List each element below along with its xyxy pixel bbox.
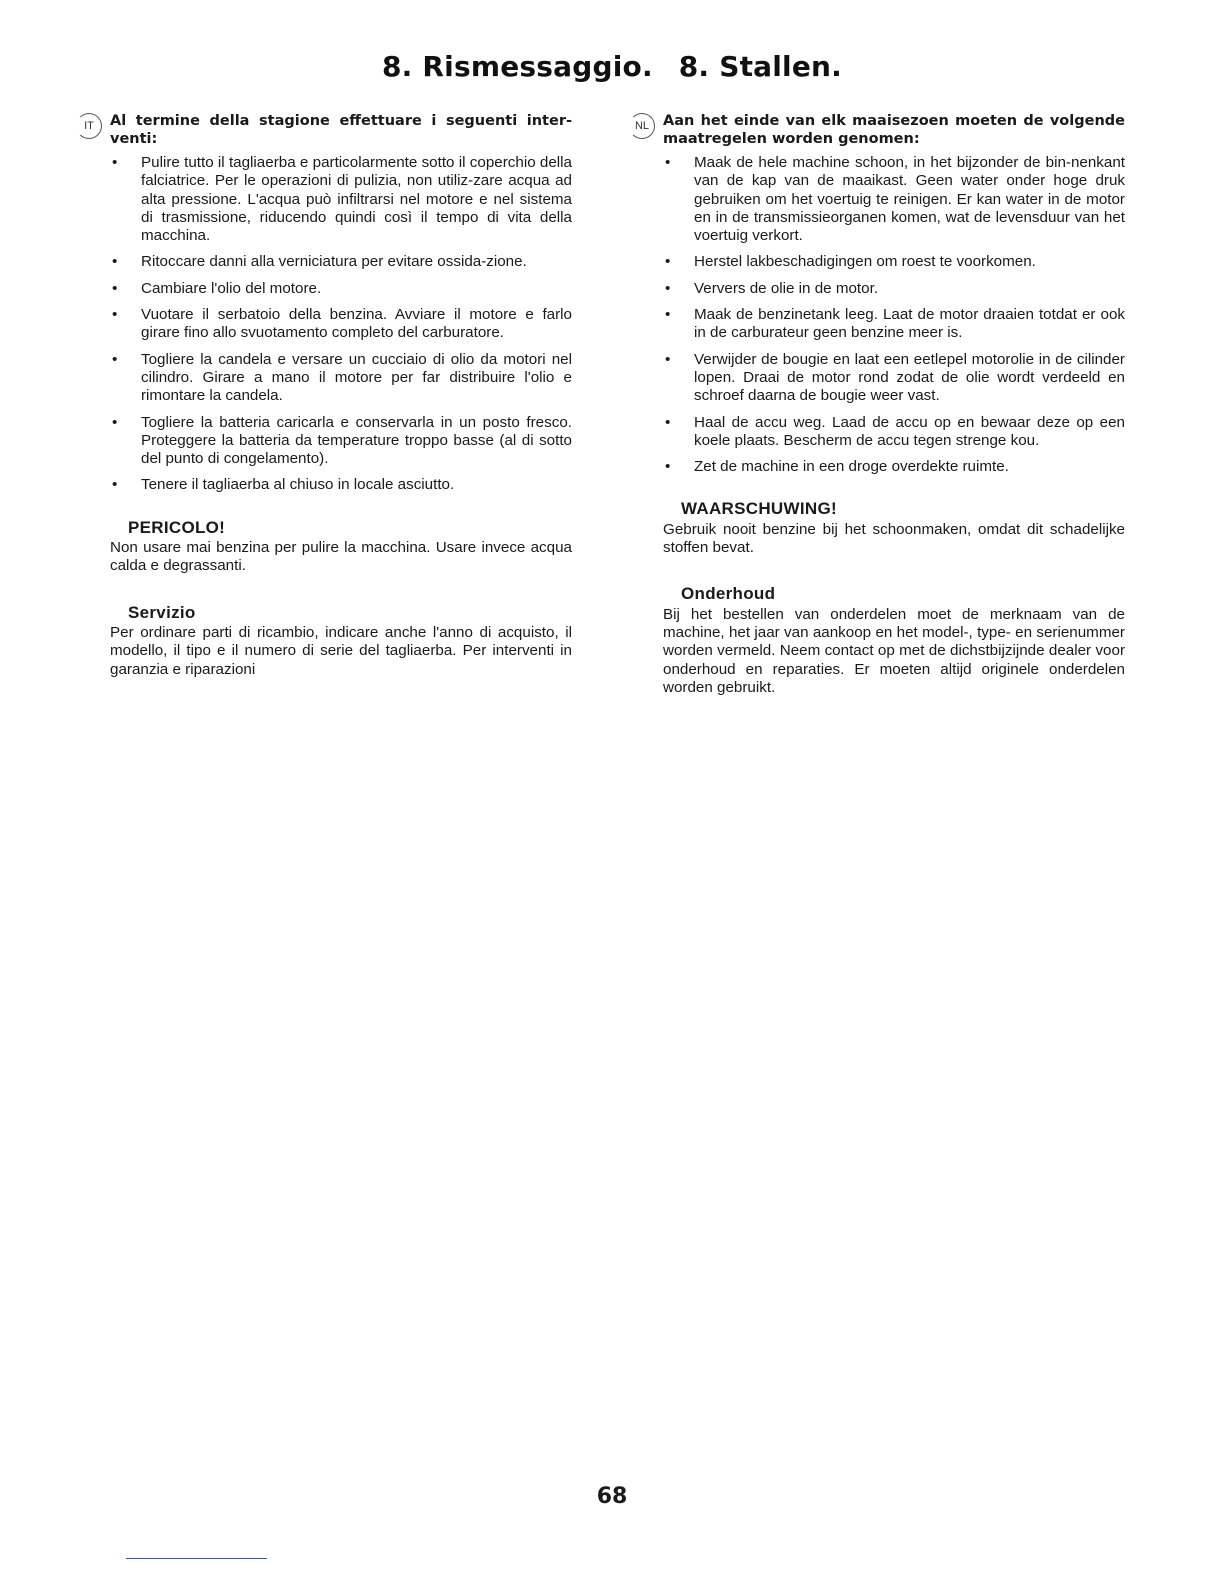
language-badge-it: IT — [76, 113, 102, 139]
bullet-list-it — [110, 154, 572, 495]
bullet-icon: • — [112, 476, 118, 494]
danger-heading: PERICOLO! — [128, 517, 226, 537]
service-heading: Servizio — [128, 602, 196, 622]
bullet-icon: • — [665, 458, 671, 476]
list-item: • Togliere la batteria caricarla e conservarla in un posto fresco. Proteggere la batteria da temperature troppo basse (al di sotto del punto di congelamento). — [112, 413, 572, 468]
list-item: • Cambiare l'olio del motore. — [112, 279, 322, 297]
bullet-icon: • — [665, 350, 671, 368]
bullet-icon: • — [665, 279, 671, 297]
list-item: • Ververs de olie in de motor. — [665, 279, 879, 297]
bullet-icon: • — [665, 154, 671, 171]
maintenance-heading: Onderhoud — [681, 584, 776, 604]
column-italian — [84, 112, 572, 679]
bullet-icon: • — [665, 306, 671, 324]
list-item: • Togliere la candela e versare un cucciaio di olio da motori nel cilindro. Girare a mano il motore per far distribuire l'olio e rimontare la candela. — [112, 350, 572, 405]
intro-nl: Aan het einde van elk maaisezoen moeten de volgende maatregelen worden genomen: — [663, 113, 1125, 147]
list-item: • Tenere il tagliaerba al chiuso in locale asciutto. — [112, 476, 455, 494]
bullet-icon: • — [112, 306, 118, 324]
language-badge-nl: NL — [629, 113, 655, 139]
bullet-list-nl — [663, 154, 1125, 476]
list-item: • Vuotare il serbatoio della benzina. Avviare il motore e farlo girare fino allo svuotamento completo del carburatore. — [112, 306, 572, 342]
bullet-icon: • — [112, 350, 118, 368]
warning-text: Gebruik nooit benzine bij het schoonmaken, omdat dit schadelijke stoffen bevat. — [663, 520, 1125, 557]
bullet-icon: • — [112, 279, 118, 297]
service-text: Per ordinare parti di ricambio, indicare anche l'anno di acquisto, il modello, il tipo e il numero di serie del tagliaerba. Per interventi in garanzia e riparazioni — [110, 623, 572, 678]
danger-text: Non usare mai benzina per pulire la macchina. Usare invece acqua calda e degrassanti. — [110, 539, 572, 575]
bullet-icon: • — [112, 253, 118, 271]
list-item: • Maak de benzinetank leeg. Laat de motor draaien totdat er ook in de carburateur geen benzine meer is. — [665, 306, 1125, 342]
list-item: • Verwijder de bougie en laat een eetlepel motorolie in de cilinder lopen. Draai de motor rond zodat de olie wordt verdeeld en schroef daarna de bougie weer vast. — [665, 350, 1125, 405]
list-item: • Pulire tutto il tagliaerba e particolarmente sotto il coperchio della falciatrice. Per le operazioni di pulizia, non utiliz-zare acqua ad alta pressione. L'acqua può infiltrarsi nel motore e nel sistema di trasmissione, riducendo quindi così il tempo di vita della macchina. — [112, 154, 572, 245]
list-item: • Maak de hele machine schoon, in het bijzonder de bin-nenkant van de kap van de maaikast. Geen water onder hoge druk gebruiken om het voertuig te reinigen. Er kan water in de motor en in de transmissieorganen komen, wat de levensduur van het voertuig verkort. — [665, 154, 1125, 245]
list-item: • Herstel lakbeschadigingen om roest te voorkomen. — [665, 253, 1036, 271]
page-number: 68 — [596, 1484, 628, 1509]
page-title — [0, 50, 1224, 83]
warning-heading: WAARSCHUWING! — [681, 499, 837, 519]
bullet-icon: • — [665, 413, 671, 431]
page-title-nl: 8. Stallen. — [678, 50, 843, 83]
column-dutch — [634, 112, 1125, 697]
list-item: • Haal de accu weg. Laad de accu op en bewaar deze op een koele plaats. Bescherm de accu tegen strenge kou. — [665, 413, 1125, 449]
footer-divider — [126, 1558, 267, 1559]
list-item: • Zet de machine in een droge overdekte ruimte. — [665, 458, 1009, 476]
bullet-icon: • — [112, 413, 118, 431]
list-item: • Ritoccare danni alla verniciatura per evitare ossida-zione. — [112, 253, 527, 271]
bullet-icon: • — [112, 154, 118, 171]
intro-it: Al termine della stagione effettuare i seguenti inter-venti: — [110, 113, 572, 147]
page-title-it: 8. Rismessaggio. — [381, 50, 653, 83]
maintenance-text: Bij het bestellen van onderdelen moet de merknaam van de machine, het jaar van aankoop en het model-, type- en serienummer worden vermeld. Neem contact op met de dichstbijzijnde dealer voor onderhoud en reparaties. Er moeten altijd originele onderdelen worden gebruikt. — [663, 605, 1125, 696]
bullet-icon: • — [665, 253, 671, 271]
